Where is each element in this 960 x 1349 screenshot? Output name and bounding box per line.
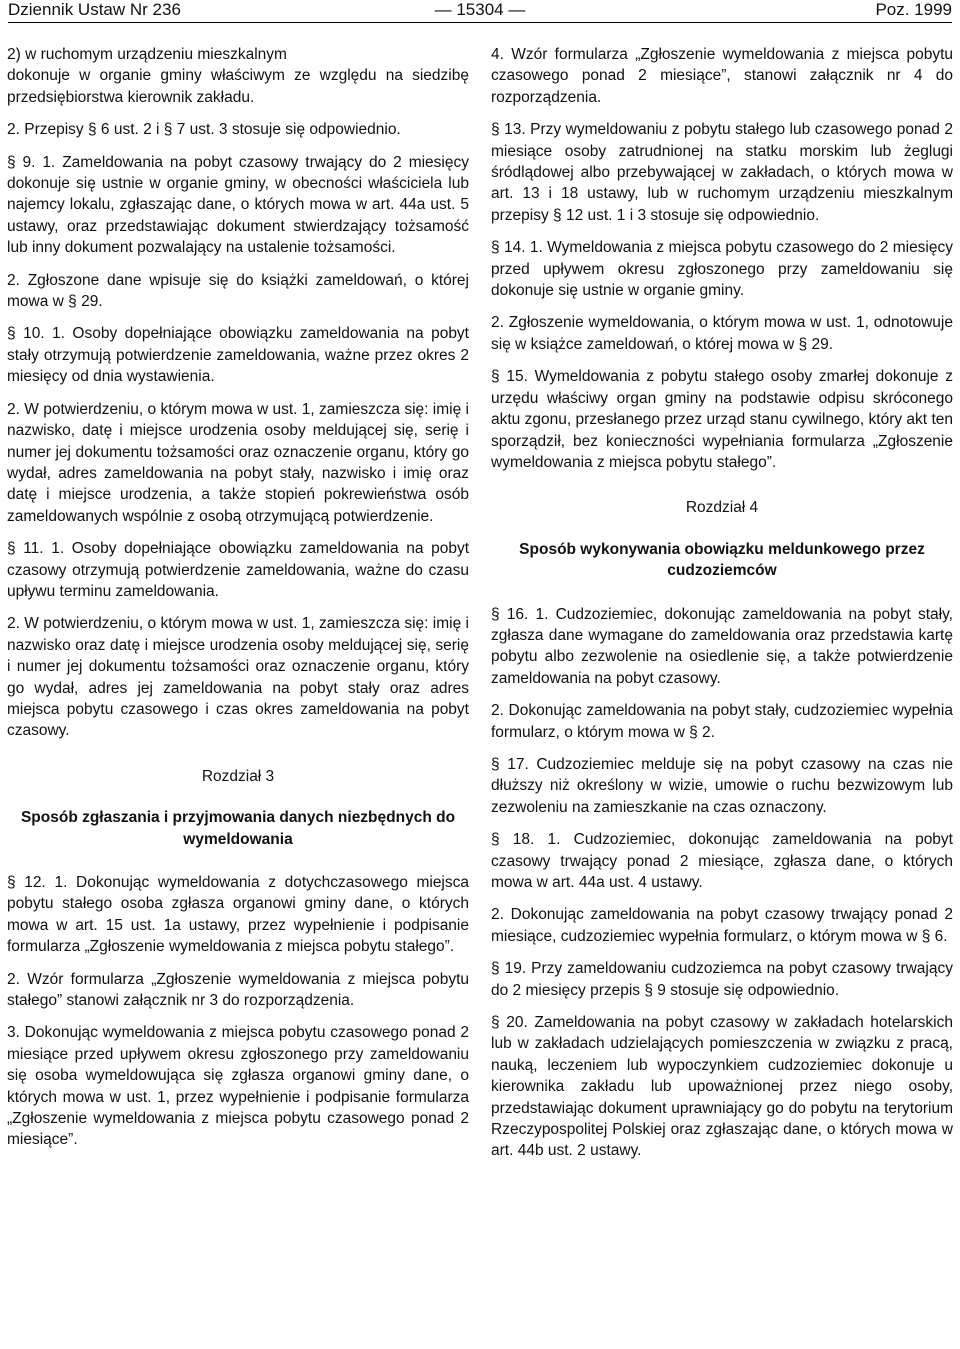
paragraph: § 11. 1. Osoby dopełniające obowiązku zameldowania na pobyt czasowy otrzymują potwierdzenie zameldowania, ważne do czasu upływu terminu zameldowania. (7, 540, 469, 600)
right-column (491, 44, 953, 1173)
paragraph: 2. Zgłoszone dane wpisuje się do książki zameldowań, o której mowa w § 29. (7, 271, 469, 311)
chapter-title: Sposób wykonywania obowiązku meldunkowego przez cudzoziemców (519, 540, 925, 580)
chapter-title: Sposób zgłaszania i przyjmowania danych niezbędnych do wymeldowania (20, 809, 456, 848)
paragraph: § 15. Wymeldowania z pobytu stałego osoby zmarłej dokonuje z urzędu właściwy organ gminy na podstawie odpisu skróconego aktu zgonu, przesłanego przez urząd stanu cywilnego, który akt ten sporządził, bez konieczności wypełniania formularza „Zgłoszenie wymeldowania z miejsca pobytu stałego”. (491, 368, 953, 471)
paragraph: 3. Dokonując wymeldowania z miejsca pobytu czasowego ponad 2 miesiące przed upływem okresu zgłoszonego przy zameldowaniu się osoba wymeldowująca się zgłasza organowi gminy dane, o których mowa w ust. 1, przez wypełnienie i podpisanie formularza „Zgłoszenie wymeldowania z miejsca pobytu czasowego ponad 2 miesiące”. (7, 1024, 469, 1149)
paragraph: 2. Zgłoszenie wymeldowania, o którym mowa w ust. 1, odnotowuje się w książce zameldowań, o której mowa w § 29. (491, 314, 953, 353)
left-column (7, 44, 469, 1162)
paragraph: 4. Wzór formularza „Zgłoszenie wymeldowania z miejsca pobytu czasowego ponad 2 miesiące”, stanowi załącznik nr 4 do rozporządzenia. (491, 46, 953, 106)
paragraph: 2. Wzór formularza „Zgłoszenie wymeldowania z miejsca pobytu stałego” stanowi załącznik nr 3 do rozporządzenia. (7, 970, 469, 1010)
chapter-heading: Rozdział 4 (685, 499, 759, 517)
paragraph: § 19. Przy zameldowaniu cudzoziemca na pobyt czasowy trwający do 2 miesięcy przepis § 9 stosuje się odpowiednio. (491, 960, 953, 999)
paragraph: § 9. 1. Zameldowania na pobyt czasowy trwający do 2 miesięcy dokonuje się ustnie w organie gminy, w obecności właściciela lub najemcy lokalu, zgłaszając dane, o których mowa w art. 44a ust. 5 ustawy, oraz przedstawiając dokument stwierdzający tożsamość lub inny dokument pozwalający na ustalenie tożsamości. (7, 153, 469, 257)
page-number: — 15304 — (434, 0, 526, 19)
paragraph: 2) w ruchomym urządzeniu mieszkalnym (7, 46, 287, 63)
journal-title: Dziennik Ustaw Nr 236 (8, 0, 181, 19)
page-header (8, 0, 952, 23)
paragraph: 2. W potwierdzeniu, o którym mowa w ust. 1, zamieszcza się: imię i nazwisko, datę i miejsce urodzenia osoby meldującej się, serię i numer jej dokumentu tożsamości oraz oznaczenie organu, który go wydał, adres zameldowania na pobyt stały, nazwisko i imię oraz datę i miejsce urodzenia, a także stopień pokrewieństwa osób zameldowanych wspólnie z osobą otrzymującą potwierdzenie. (7, 400, 469, 525)
paragraph: § 18. 1. Cudzoziemiec, dokonując zameldowania na pobyt czasowy trwający ponad 2 miesiące, zgłasza dane, o których mowa w art. 44a ust. 4 ustawy. (491, 831, 953, 891)
paragraph: § 13. Przy wymeldowaniu z pobytu stałego lub czasowego ponad 2 miesiące osoby zatrudnionej na statku morskim lub żeglugi śródlądowej albo przebywającej w zakładach, o których mowa w art. 13 i 18 ustawy, lub w ruchomym urządzeniu mieszkalnym przepisy § 12 ust. 1 i 3 stosuje się odpowiednio. (491, 121, 953, 224)
paragraph: dokonuje w organie gminy właściwym ze względu na siedzibę przedsiębiorstwa kierownik zakładu. (7, 67, 469, 106)
paragraph: 2. W potwierdzeniu, o którym mowa w ust. 1, zamieszcza się: imię i nazwisko oraz datę i miejsce urodzenia osoby meldującej się, serię i numer jej dokumentu tożsamości oraz oznaczenie organu, który go wydał, adres jej zameldowania na pobyt stały oraz adres miejsca pobytu czasowego i czas okres zameldowania na pobyt czasowy. (7, 615, 469, 740)
paragraph: 2. Dokonując zameldowania na pobyt stały, cudzoziemiec wypełnia formularz, o którym mowa w § 2. (491, 702, 953, 741)
paragraph: § 14. 1. Wymeldowania z miejsca pobytu czasowego do 2 miesięcy przed upływem okresu zgłoszonego przy zameldowaniu się dokonuje się ustnie w organie gminy. (491, 239, 953, 300)
paragraph: § 10. 1. Osoby dopełniające obowiązku zameldowania na pobyt stały otrzymują potwierdzenie zameldowania, ważne przez okres 2 miesięcy od dnia wystawienia. (7, 325, 469, 386)
paragraph: § 20. Zameldowania na pobyt czasowy w zakładach hotelarskich lub w zakładach udzielających pomieszczenia w związku z pracą, nauką, leczeniem lub wypoczynkiem cudzoziemiec dokonuje u kierownika zakładu lub upoważnionej przez niego osoby, przedstawiając dokument uprawniający go do pobytu na terytorium Rzeczypospolitej Polskiej oraz zgłaszając dane, o których mowa w art. 44b ust. 2 ustawy. (491, 1014, 953, 1160)
position-number: Poz. 1999 (875, 0, 952, 19)
chapter-heading: Rozdział 3 (201, 767, 275, 785)
paragraph: § 17. Cudzoziemiec melduje się na pobyt czasowy na czas nie dłuższy niż określony w wizie, umowie o ruchu bezwizowym lub zezwoleniu na zamieszkanie na czas oznaczony. (491, 755, 953, 816)
paragraph: 2. Przepisy § 6 ust. 2 i § 7 ust. 3 stosuje się odpowiednio. (7, 121, 401, 139)
paragraph: 2. Dokonując zameldowania na pobyt czasowy trwający ponad 2 miesiące, cudzoziemiec wypełnia formularz, o którym mowa w § 6. (491, 906, 953, 945)
paragraph: § 12. 1. Dokonując wymeldowania z dotychczasowego miejsca pobytu stałego osoba zgłasza organowi gminy dane, o których mowa w art. 15 ust. 1a ustawy, przez wypełnienie i podpisanie formularza „Zgłoszenie wymeldowania z miejsca pobytu stałego”. (7, 874, 469, 956)
paragraph: § 16. 1. Cudzoziemiec, dokonując zameldowania na pobyt stały, zgłasza dane wymagane do zameldowania oraz przedstawia kartę pobytu albo zezwolenie na osiedlenie się, a także potwierdzenie zameldowania na pobyt czasowy. (491, 605, 953, 687)
